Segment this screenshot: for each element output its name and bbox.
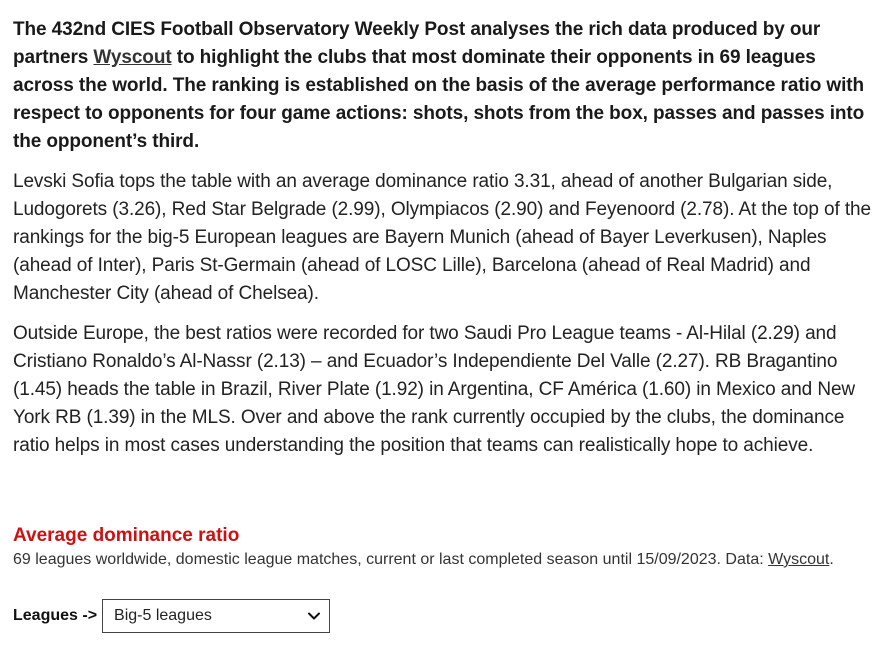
paragraph-outside-europe: Outside Europe, the best ratios were recorded for two Saudi Pro League teams - Al-Hilal (2.29) and Cristiano Ronaldo’s Al-Nassr (2.13) – and Ecuador’s Independiente Del Valle (2.27). RB Bragantino (1.45) heads the table in Brazil, River Plate (1.92) in Argentina, CF América (1.60) in Mexico and New York RB (1.39) in the MLS. Over and above the rank currently occupied by the clubs, the dominance ratio helps in most cases understanding the position that teams can realistically hope to achieve. <box>13 323 856 456</box>
wyscout-data-link[interactable]: Wyscout <box>768 551 830 568</box>
wyscout-link[interactable]: Wyscout <box>93 47 172 68</box>
leagues-label: Leagues -> <box>13 607 98 624</box>
chart-subtitle-end: . <box>829 551 834 568</box>
chart-subtitle-text: 69 leagues worldwide, domestic league matches, current or last completed season until 15/09/2023. Data: <box>13 551 769 568</box>
article-body <box>13 16 877 460</box>
paragraph-europe: Levski Sofia tops the table with an average dominance ratio 3.31, ahead of another Bulgarian side, Ludogorets (3.26), Red Star Belgrade (2.99), Olympiacos (2.90) and Feyenoord (2.78). At the top of the rankings for the big-5 European leagues are Bayern Munich (ahead of Bayer Leverkusen), Naples (ahead of Inter), Paris St-Germain (ahead of LOSC Lille), Barcelona (ahead of Real Madrid) and Manchester City (ahead of Chelsea). <box>13 171 871 304</box>
intro-text-end: to highlight the clubs that most dominate their opponents in 69 leagues across the world. The ranking is established on the basis of the average performance ratio with respect to opponents for four game actions: shots, shots from the box, passes and passes into the opponent’s third. <box>13 47 865 152</box>
leagues-dropdown-value: Big-5 leagues <box>114 607 212 624</box>
intro-paragraph <box>13 16 877 156</box>
intro-text-start: The 432nd CIES Football Observatory Weekly Post analyses the rich data produced by our partners <box>13 19 821 68</box>
chart-subtitle <box>13 549 834 571</box>
leagues-dropdown[interactable] <box>102 599 330 633</box>
chevron-down-icon <box>307 609 321 623</box>
league-selector <box>13 598 330 634</box>
chart-title: Average dominance ratio <box>13 525 240 546</box>
